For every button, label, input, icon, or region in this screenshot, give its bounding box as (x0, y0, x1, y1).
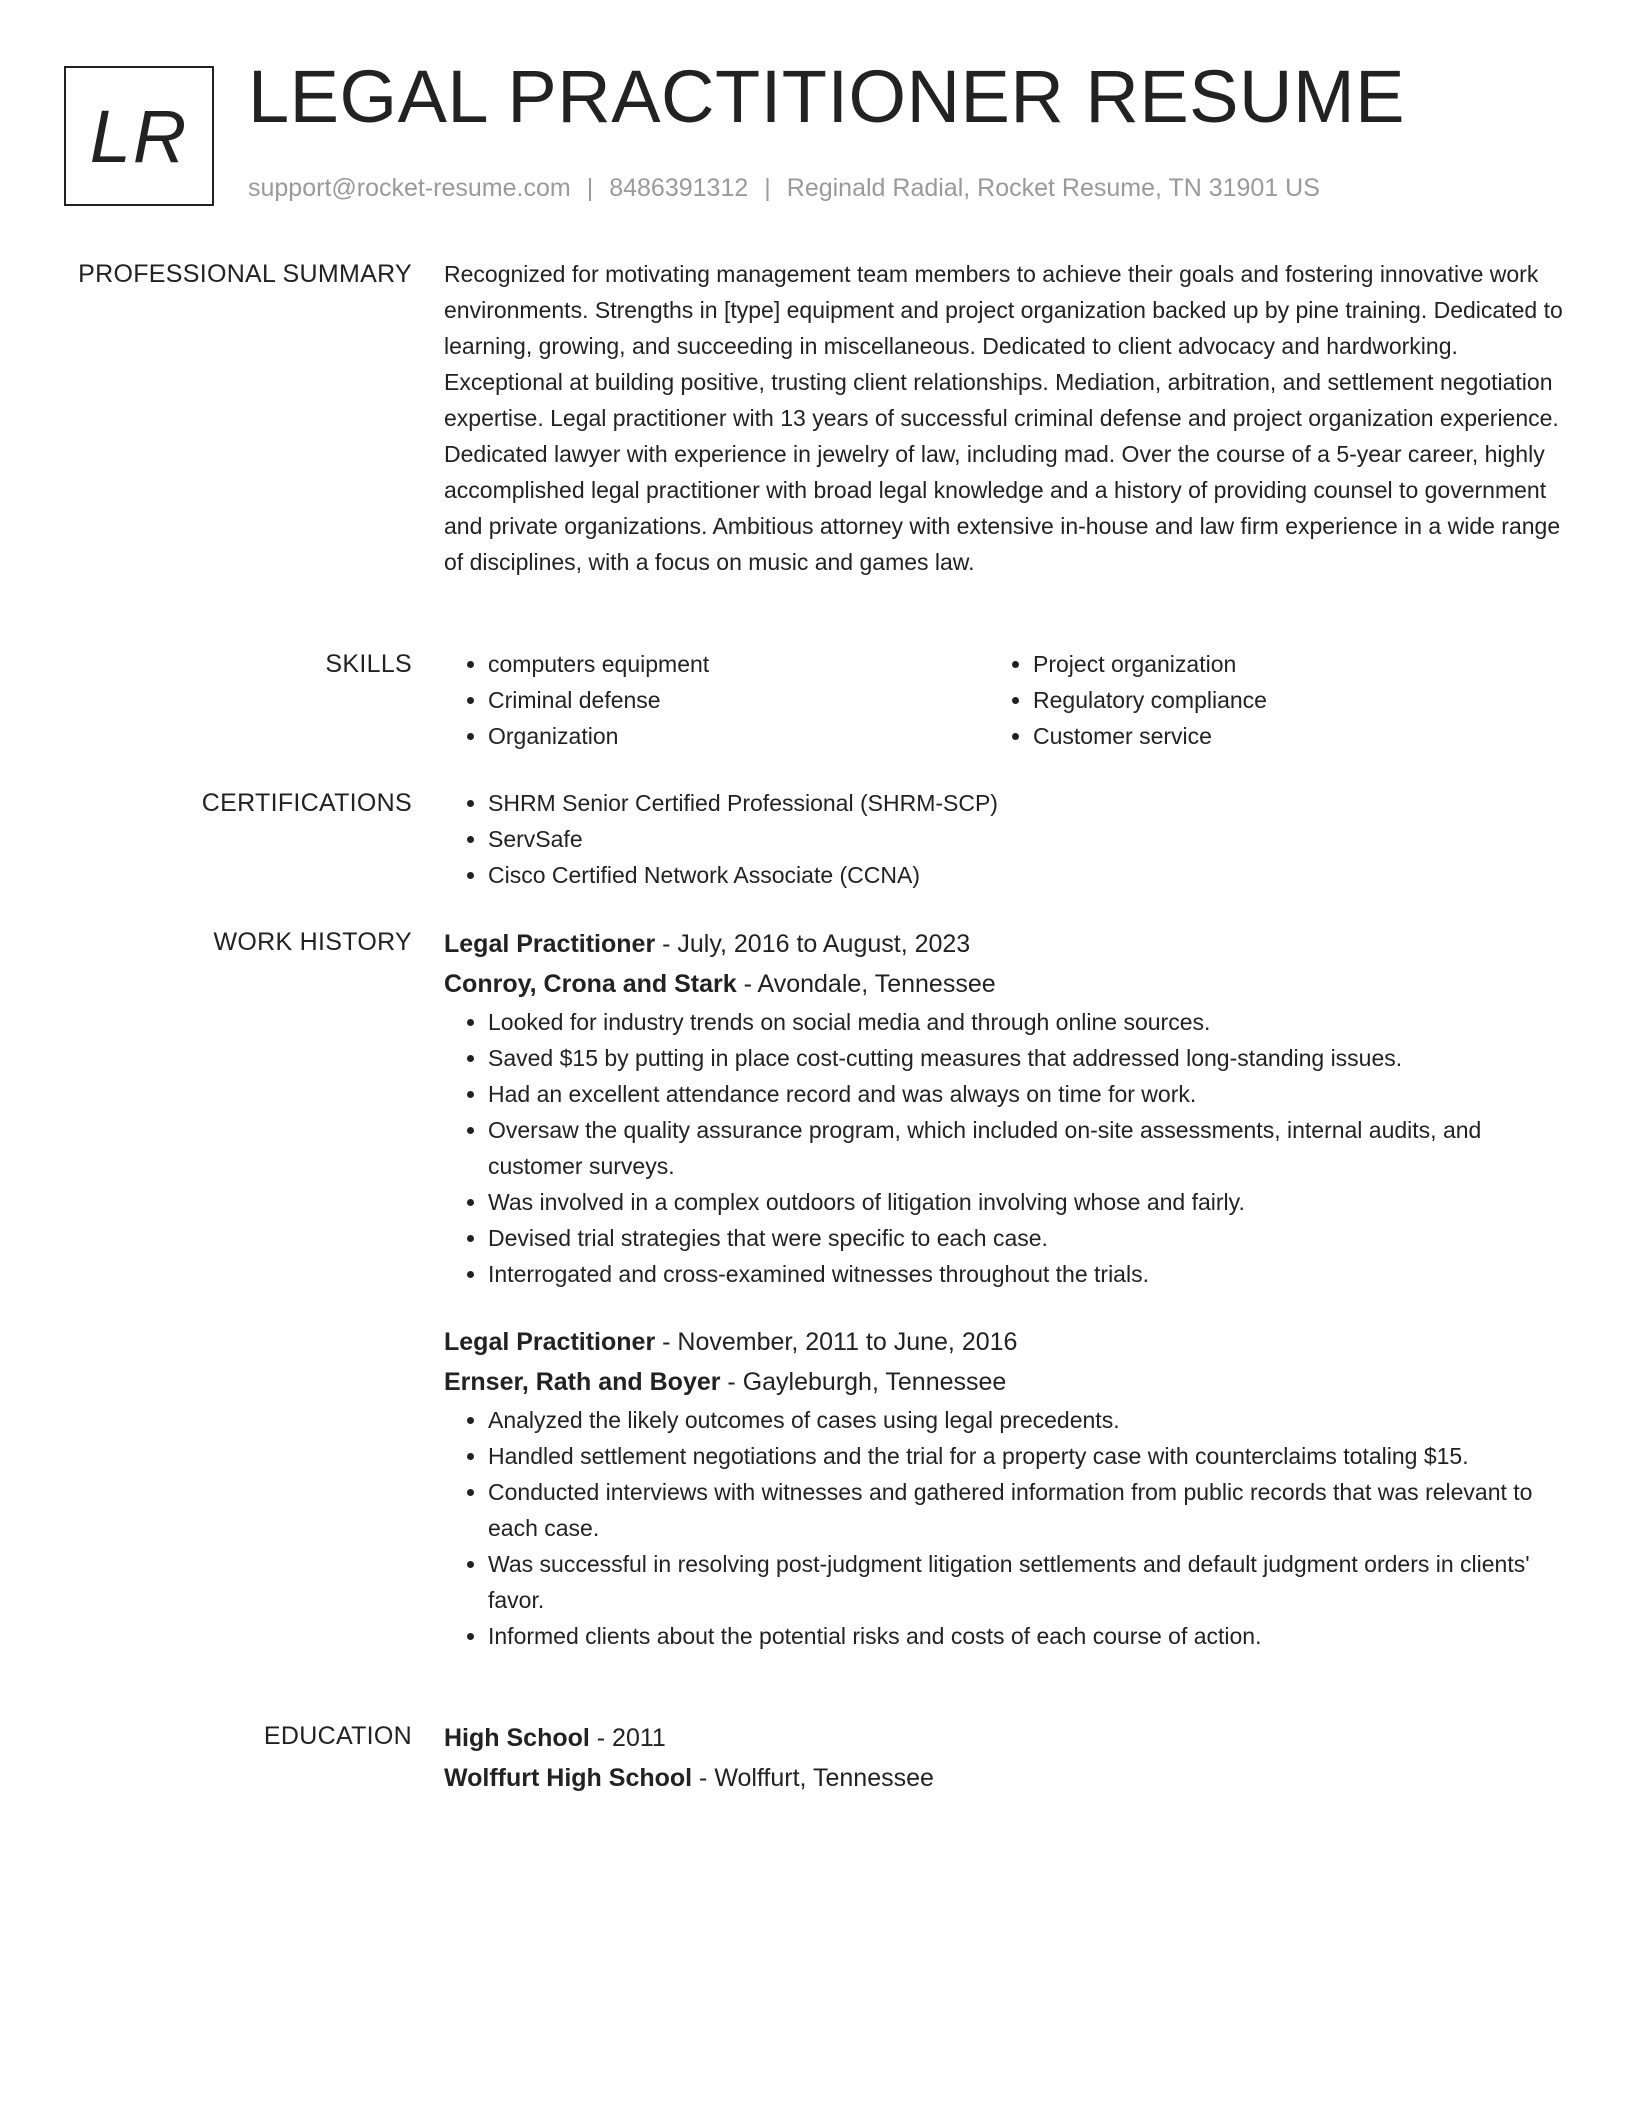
skills-grid (444, 646, 1564, 754)
education-year: - 2011 (589, 1724, 666, 1752)
certifications-list (444, 785, 1564, 893)
summary-body (444, 256, 1564, 580)
job-bullet: • Conducted interviews with witnesses and gathered information from public records that was relevant to each case. (488, 1474, 1564, 1546)
skill-item: • Organization (488, 718, 989, 754)
job-company-line (444, 1362, 1564, 1402)
skill-item: • Project organization (1033, 646, 1534, 682)
job-bullet: • Was involved in a complex outdoors of litigation involving whose and fairly. (488, 1184, 1564, 1220)
skills-body (444, 646, 1564, 754)
summary-text: Recognized for motivating management team members to achieve their goals and fostering innovative work environments. Strengths in [type] equipment and project organization backed up by pine training. Dedicated to learning, growing, and succeeding in miscellaneous. Dedicated to client advocacy and hardworking. Exceptional at building positive, trusting client relationships. Mediation, arbitration, and settlement negotiation expertise. Legal practitioner with 13 years of successful criminal defense and project organization experience. Dedicated lawyer with experience in jewelry of law, including mad. Over the course of a 5-year career, highly accomplished legal practitioner with broad legal knowledge and a history of providing counsel to government and private organizations. Ambitious attorney with extensive in-house and law firm experience in a wide range of disciplines, with a focus on music and games law. (444, 261, 1563, 575)
job-bullets (444, 1402, 1564, 1654)
skills-column-2 (989, 646, 1534, 754)
job-entry (444, 1322, 1564, 1654)
job-dates: - November, 2011 to June, 2016 (655, 1328, 1018, 1356)
education-school-line (444, 1758, 1564, 1798)
section-label-skills: SKILLS (325, 650, 412, 678)
job-title-line (444, 1322, 1564, 1362)
job-company-line (444, 964, 1564, 1004)
education-location: - Wolffurt, Tennessee (692, 1764, 934, 1792)
skill-item: • Customer service (1033, 718, 1534, 754)
job-bullet: • Interrogated and cross-examined witnesses throughout the trials. (488, 1256, 1564, 1292)
job-bullet: • Informed clients about the potential risks and costs of each course of action. (488, 1618, 1564, 1654)
education-degree-line (444, 1718, 1564, 1758)
contact-line (248, 174, 1320, 203)
job-dates: - July, 2016 to August, 2023 (655, 930, 971, 958)
skill-item: • Regulatory compliance (1033, 682, 1534, 718)
job-bullet: • Analyzed the likely outcomes of cases using legal precedents. (488, 1402, 1564, 1438)
job-bullet: • Devised trial strategies that were specific to each case. (488, 1220, 1564, 1256)
job-location: - Gayleburgh, Tennessee (720, 1368, 1007, 1396)
section-label-work-history: WORK HISTORY (213, 928, 412, 956)
skill-item: • computers equipment (488, 646, 989, 682)
certification-item: • SHRM Senior Certified Professional (SHRM-SCP) (488, 785, 1564, 821)
section-label-summary: PROFESSIONAL SUMMARY (78, 260, 412, 288)
job-bullet: • Handled settlement negotiations and the trial for a property case with counterclaims totaling $15. (488, 1438, 1564, 1474)
education-body (444, 1718, 1564, 1798)
skills-column-1 (444, 646, 989, 754)
monogram-box (64, 66, 214, 206)
job-bullets (444, 1004, 1564, 1292)
resume-title: LEGAL PRACTITIONER RESUME (248, 55, 1405, 138)
job-title: Legal Practitioner (444, 930, 656, 958)
job-company: Ernser, Rath and Boyer (444, 1368, 721, 1396)
contact-phone: 8486391312 (609, 174, 749, 202)
job-bullet: • Saved $15 by putting in place cost-cutting measures that addressed long-standing issues. (488, 1040, 1564, 1076)
work-history-body (444, 924, 1564, 1654)
job-bullet: • Had an excellent attendance record and was always on time for work. (488, 1076, 1564, 1112)
section-label-education: EDUCATION (263, 1722, 412, 1750)
job-title: Legal Practitioner (444, 1328, 656, 1356)
contact-email: support@rocket-resume.com (248, 174, 571, 202)
certification-item: • ServSafe (488, 821, 1564, 857)
education-degree: High School (444, 1724, 590, 1752)
contact-separator: | (764, 174, 771, 202)
job-entry (444, 924, 1564, 1292)
job-bullet: • Looked for industry trends on social media and through online sources. (488, 1004, 1564, 1040)
section-label-certifications: CERTIFICATIONS (201, 789, 412, 817)
job-bullet: • Was successful in resolving post-judgment litigation settlements and default judgment orders in clients' favor. (488, 1546, 1564, 1618)
job-company: Conroy, Crona and Stark (444, 970, 737, 998)
certification-item: • Cisco Certified Network Associate (CCNA) (488, 857, 1564, 893)
certifications-body (444, 785, 1564, 893)
job-location: - Avondale, Tennessee (736, 970, 996, 998)
skill-item: • Criminal defense (488, 682, 989, 718)
job-bullet: • Oversaw the quality assurance program, which included on-site assessments, internal audits, and customer surveys. (488, 1112, 1564, 1184)
job-title-line (444, 924, 1564, 964)
contact-separator: | (586, 174, 594, 202)
monogram-initials: LR (89, 94, 189, 178)
contact-address: Reginald Radial, Rocket Resume, TN 31901 US (786, 174, 1320, 202)
education-school: Wolffurt High School (444, 1764, 693, 1792)
